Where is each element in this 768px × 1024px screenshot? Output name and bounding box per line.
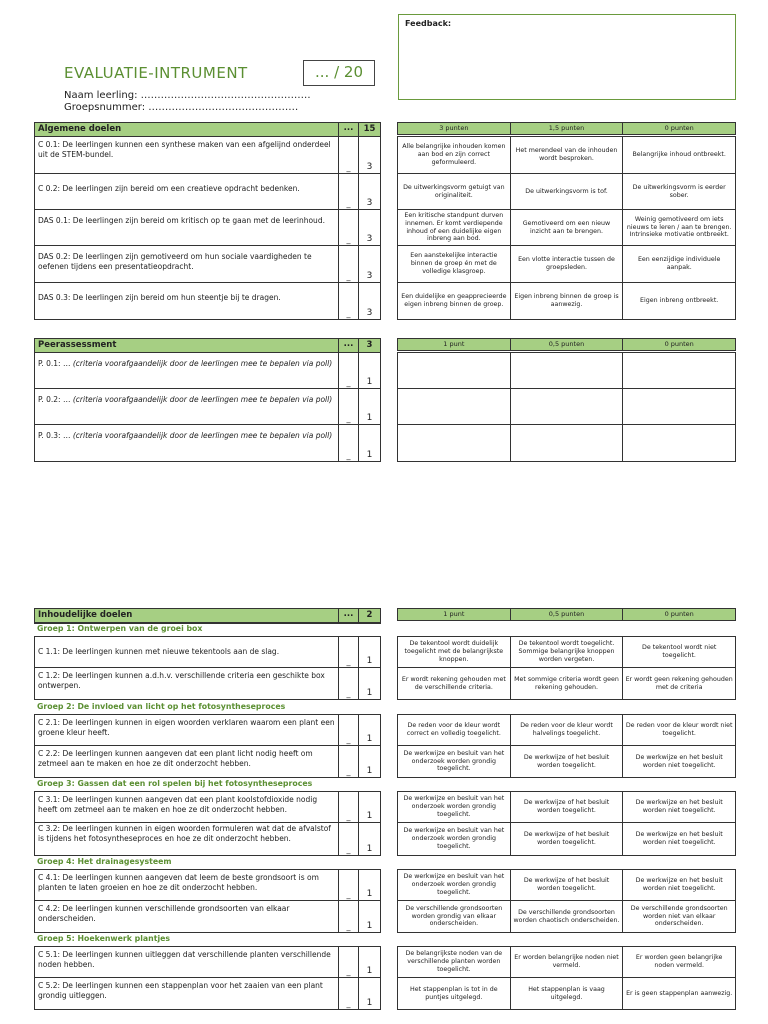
score-entry[interactable]: _ [338, 792, 358, 822]
group-5-table [34, 946, 381, 1010]
feedback-label: Feedback: [405, 19, 452, 28]
group-1-table [34, 636, 381, 700]
student-name-field[interactable]: Naam leerling: …………………………………………… [64, 90, 311, 101]
group-5-rubric [397, 946, 736, 1010]
group-title: Groep 3: Gassen dat een rol spelen bij het fotosyntheseproces [37, 779, 313, 788]
group-1-rubric [397, 636, 736, 700]
score-entry[interactable]: _ [338, 246, 358, 282]
rubric-row[interactable] [398, 353, 735, 389]
table-row: P. 0.2: … (criteria voorafgaandelijk door de leerlingen mee te bepalen via poll) _ 1 [35, 389, 380, 425]
rubric-row[interactable] [398, 425, 735, 461]
score-entry[interactable]: _ [338, 353, 358, 388]
general-rubric-header: 3 punten 1,5 punten 0 punten [397, 122, 736, 135]
peer-assessment-header: Peerassessment ... 3 [35, 339, 380, 353]
rubric-row: Het stappenplan is tot in de puntjes uitgelegd. Het stappenplan is vaag uitgelegd. Er is geen stappenplan aanwezig. [398, 978, 735, 1009]
score-entry[interactable]: _ [338, 283, 358, 319]
peer-rubric-table [397, 352, 736, 462]
table-row: C 3.2: De leerlingen kunnen in eigen woorden formuleren wat dat de afvalstof is tijdens het fotosyntheseproces en hoe ze dit onderzocht hebben. _ 1 [35, 823, 380, 855]
peer-assessment-table [34, 338, 381, 462]
peer-rubric-header: 1 punt 0,5 punten 0 punten [397, 338, 736, 351]
group-4-rubric [397, 869, 736, 933]
table-row: C 5.1: De leerlingen kunnen uitleggen dat verschillende planten verschillende noden hebben. _ 1 [35, 947, 380, 978]
score-entry[interactable]: _ [338, 210, 358, 245]
table-row: C 4.2: De leerlingen kunnen verschillende grondsoorten van elkaar onderscheiden. _ 1 [35, 901, 380, 932]
table-row: C 1.2: De leerlingen kunnen a.d.h.v. verschillende criteria een geschikte box ontwerpen. _ 1 [35, 668, 380, 699]
rubric-row: De reden voor de kleur wordt correct en volledig toegelicht. De reden voor de kleur wordt halvelings toegelicht. De reden voor de kleur wordt niet toegelicht. [398, 715, 735, 746]
content-rubric-header: 1 punt 0,5 punten 0 punten [397, 608, 736, 621]
group-3-table [34, 791, 381, 856]
score-entry[interactable]: _ [338, 947, 358, 977]
rubric-row: Een kritische standpunt durven innemen. Er komt verdiepende inhoud of een duidelijke eigen inbreng aan bod. Gemotiveerd om een nieuw inzicht aan te brengen. Weinig gemotiveerd om iets nieuws te leren / aan te brengen. Intrinsieke motivatie ontbreekt. [398, 210, 735, 246]
rubric-row: De werkwijze en besluit van het onderzoek worden grondig toegelicht. De werkwijze of het besluit worden toegelicht. De werkwijze en het besluit worden niet toegelicht. [398, 823, 735, 855]
group-title: Groep 4: Het drainagesysteem [37, 857, 172, 866]
rubric-row: De tekentool wordt duidelijk toegelicht met de belangrijkste knoppen. De tekentool wordt toegelicht. Sommige belangrijke knoppen worden vergeten. De tekentool wordt niet toegelicht. [398, 637, 735, 668]
total-score-box: ... / 20 [303, 60, 375, 86]
rubric-row: Een aanstekelijke interactie binnen de groep én met de volledige klasgroep. Een vlotte interactie tussen de groepsleden. Een eenzijdige individuele aanpak. [398, 246, 735, 283]
score-entry[interactable]: _ [338, 746, 358, 777]
group-title: Groep 2: De invloed van licht op het fotosyntheseproces [37, 702, 286, 711]
group-2-table [34, 714, 381, 778]
rubric-row: Alle belangrijke inhouden komen aan bod en zijn correct geformuleerd. Het merendeel van de inhouden wordt besproken. Belangrijke inhoud ontbreekt. [398, 137, 735, 174]
group-3-rubric [397, 791, 736, 856]
table-row: C 0.2: De leerlingen zijn bereid om een creatieve opdracht bedenken. _ 3 [35, 174, 380, 210]
group-title: Groep 5: Hoekenwerk plantjes [37, 934, 171, 943]
content-goals-header: Inhoudelijke doelen ... 2 [35, 609, 380, 623]
rubric-row: De verschillende grondsoorten worden grondig van elkaar onderscheiden. De verschillende grondsoorten worden chaotisch onderscheiden. De verschillende grondsoorten worden niet van elkaar onderscheiden. [398, 901, 735, 932]
rubric-row: De werkwijze en besluit van het onderzoek worden grondig toegelicht. De werkwijze of het besluit worden toegelicht. De werkwijze en het besluit worden niet toegelicht. [398, 870, 735, 901]
table-row: DAS 0.2: De leerlingen zijn gemotiveerd om hun sociale vaardigheden te oefenen tijdens een presentatieopdracht. _ 3 [35, 246, 380, 283]
group-2-rubric [397, 714, 736, 778]
rubric-row: Er wordt rekening gehouden met de verschillende criteria. Met sommige criteria wordt geen rekening gehouden. Er wordt geen rekening gehouden met de criteria [398, 668, 735, 699]
score-entry[interactable]: _ [338, 870, 358, 900]
table-row: C 3.1: De leerlingen kunnen aangeven dat een plant koolstofdioxide nodig heeft om zetmeel aan te maken en hoe ze dit onderzocht hebben. _ 1 [35, 792, 380, 823]
table-row: C 0.1: De leerlingen kunnen een synthese maken van een afgelijnd onderdeel uit de STEM-bundel. _ 3 [35, 137, 380, 174]
group-4-table [34, 869, 381, 933]
score-entry[interactable]: _ [338, 637, 358, 667]
rubric-row[interactable] [398, 389, 735, 425]
score-entry[interactable]: _ [338, 823, 358, 855]
table-row: C 5.2: De leerlingen kunnen een stappenplan voor het zaaien van een plant grondig uitleggen. _ 1 [35, 978, 380, 1009]
score-entry[interactable]: _ [338, 978, 358, 1009]
feedback-box[interactable] [398, 14, 736, 100]
score-entry[interactable]: _ [338, 389, 358, 424]
rubric-row: De uitwerkingsvorm getuigt van originaliteit. De uitwerkingsvorm is tof. De uitwerkingsvorm is eerder sober. [398, 174, 735, 210]
general-rubric-table [397, 136, 736, 320]
table-row: P. 0.1: … (criteria voorafgaandelijk door de leerlingen mee te bepalen via poll) _ 1 [35, 353, 380, 389]
rubric-row: De werkwijze en besluit van het onderzoek worden grondig toegelicht. De werkwijze of het besluit worden toegelicht. De werkwijze en het besluit worden niet toegelicht. [398, 746, 735, 777]
group-number-field[interactable]: Groepsnummer: ……………………………………… [64, 102, 299, 113]
table-row: DAS 0.1: De leerlingen zijn bereid om kritisch op te gaan met de leerinhoud. _ 3 [35, 210, 380, 246]
score-entry[interactable]: _ [338, 715, 358, 745]
group-title: Groep 1: Ontwerpen van de groei box [37, 624, 203, 633]
score-entry[interactable]: _ [338, 174, 358, 209]
table-row: C 1.1: De leerlingen kunnen met nieuwe tekentools aan de slag. _ 1 [35, 637, 380, 668]
table-row: C 4.1: De leerlingen kunnen aangeven dat leem de beste grondsoort is om planten te laten groeien en hoe ze dit onderzocht hebben. _ 1 [35, 870, 380, 901]
table-row: P. 0.3: … (criteria voorafgaandelijk door de leerlingen mee te bepalen via poll) _ 1 [35, 425, 380, 461]
rubric-row: De werkwijze en besluit van het onderzoek worden grondig toegelicht. De werkwijze of het besluit worden toegelicht. De werkwijze en het besluit worden niet toegelicht. [398, 792, 735, 823]
page-title: EVALUATIE-INTRUMENT [64, 64, 248, 82]
score-entry[interactable]: _ [338, 901, 358, 932]
score-entry[interactable]: _ [338, 425, 358, 461]
table-row: DAS 0.3: De leerlingen zijn bereid om hun steentje bij te dragen. _ 3 [35, 283, 380, 319]
table-row: C 2.2: De leerlingen kunnen aangeven dat een plant licht nodig heeft om zetmeel aan te maken en hoe ze dit onderzocht hebben. _ 1 [35, 746, 380, 777]
general-goals-table [34, 122, 381, 320]
score-entry[interactable]: _ [338, 137, 358, 173]
general-goals-header: Algemene doelen ... 15 [35, 123, 380, 137]
table-row: C 2.1: De leerlingen kunnen in eigen woorden verklaren waarom een plant een groene kleur heeft. _ 1 [35, 715, 380, 746]
rubric-row: Een duidelijke en geapprecieerde eigen inbreng binnen de groep. Eigen inbreng binnen de groep is aanwezig. Eigen inbreng ontbreekt. [398, 283, 735, 319]
score-entry[interactable]: _ [338, 668, 358, 699]
rubric-row: De belangrijkste noden van de verschillende planten worden toegelicht. Er worden belangrijke noden niet vermeld. Er worden geen belangrijke noden vermeld. [398, 947, 735, 978]
